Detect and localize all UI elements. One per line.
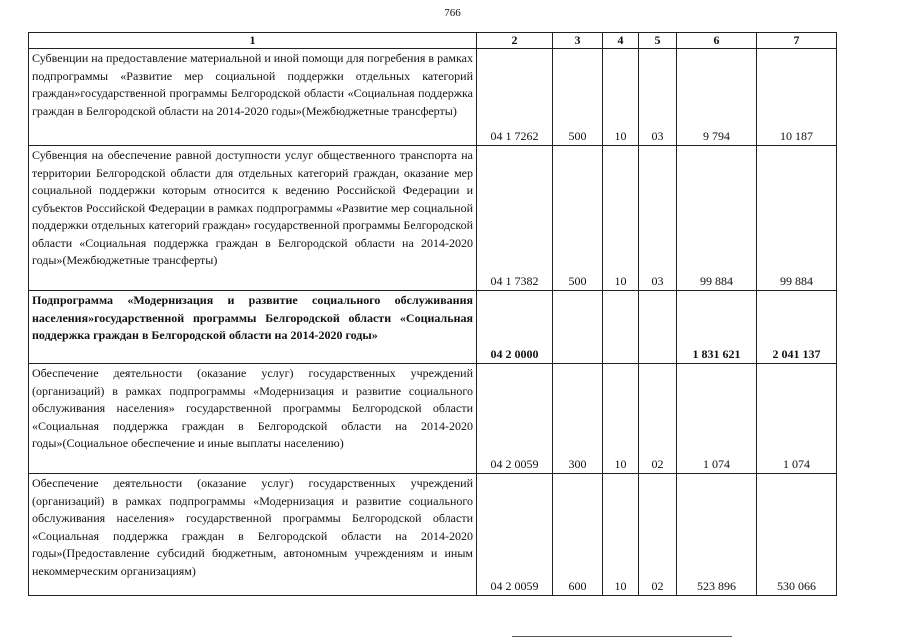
- header-col-7: 7: [757, 33, 837, 49]
- budget-table: [28, 32, 837, 596]
- row-sum-2: 10 187: [757, 49, 837, 146]
- row-name-text: Субвенции на предоставление материальной и иной помощи для погребения в рамках подпрограммы «Развитие мер социальной поддержки отдельных категорий граждан»государственной программы Белгородской области «Социальная поддержка граждан в Белгородской области на 2014-2020 годы»(Межбюджетные трансферты): [32, 51, 473, 118]
- row-name: [29, 49, 477, 146]
- row-rz: [603, 291, 639, 364]
- row-name: [29, 474, 477, 596]
- page-number: 766: [444, 7, 461, 19]
- table-row: [29, 291, 837, 364]
- header-col-6: 6: [677, 33, 757, 49]
- row-rz: 10: [603, 146, 639, 291]
- row-sum-1: 1 831 621: [677, 291, 757, 364]
- row-code: 04 2 0000: [477, 291, 553, 364]
- header-col-3: 3: [553, 33, 603, 49]
- row-rz: 10: [603, 364, 639, 474]
- row-pr: 03: [639, 146, 677, 291]
- row-name-text: Обеспечение деятельности (оказание услуг) государственных учреждений (организаций) в рамках подпрограммы «Модернизация и развитие социального обслуживания населения» государственной программы Белгородской области «Социальная поддержка граждан в Белгородской области на 2014-2020 годы»(Предоставление субсидий бюджетным, автономным учреждениям и иным некоммерческим организациям): [32, 476, 473, 578]
- table-row: [29, 146, 837, 291]
- row-rz: 10: [603, 49, 639, 146]
- row-name-text: Субвенция на обеспечение равной доступности услуг общественного транспорта на территории Белгородской области для отдельных категорий граждан, оказание мер социальной поддержки которым относится к ведению Российской Федерации и субъектов Российской Федерации в рамках подпрограммы «Развитие мер социальной поддержки отдельных категорий граждан» государственной программы Белгородской области «Социальная поддержка граждан в Белгородской области на 2014-2020 годы»(Межбюджетные трансферты): [32, 148, 473, 267]
- row-sum-2: 2 041 137: [757, 291, 837, 364]
- table-row: [29, 364, 837, 474]
- row-code: 04 1 7382: [477, 146, 553, 291]
- row-pr: [639, 291, 677, 364]
- row-name: [29, 291, 477, 364]
- row-sum-1: 523 896: [677, 474, 757, 596]
- row-rz: 10: [603, 474, 639, 596]
- footer-divider: [512, 636, 732, 637]
- header-col-5: 5: [639, 33, 677, 49]
- header-row: [29, 33, 837, 49]
- header-col-4: 4: [603, 33, 639, 49]
- row-name: [29, 364, 477, 474]
- table-row: [29, 49, 837, 146]
- row-sum-1: 1 074: [677, 364, 757, 474]
- row-code: 04 2 0059: [477, 474, 553, 596]
- row-name: [29, 146, 477, 291]
- row-sum-2: 99 884: [757, 146, 837, 291]
- row-name-text: Обеспечение деятельности (оказание услуг) государственных учреждений (организаций) в рамках подпрограммы «Модернизация и развитие социального обслуживания населения» государственной программы Белгородской области «Социальная поддержка граждан в Белгородской области на 2014-2020 годы»(Социальное обеспечение и иные выплаты населению): [32, 366, 473, 450]
- row-sum-2: 530 066: [757, 474, 837, 596]
- row-sum-1: 99 884: [677, 146, 757, 291]
- row-vr: 300: [553, 364, 603, 474]
- table-row: [29, 474, 837, 596]
- row-sum-2: 1 074: [757, 364, 837, 474]
- row-vr: [553, 291, 603, 364]
- row-sum-1: 9 794: [677, 49, 757, 146]
- row-vr: 500: [553, 49, 603, 146]
- row-vr: 500: [553, 146, 603, 291]
- header-col-1: 1: [29, 33, 477, 49]
- row-pr: 02: [639, 474, 677, 596]
- header-col-2: 2: [477, 33, 553, 49]
- row-pr: 02: [639, 364, 677, 474]
- row-name-text: Подпрограмма «Модернизация и развитие социального обслуживания населения»государственной программы Белгородской области «Социальная поддержка граждан в Белгородской области на 2014-2020 годы»: [32, 293, 473, 342]
- row-vr: 600: [553, 474, 603, 596]
- row-pr: 03: [639, 49, 677, 146]
- row-code: 04 1 7262: [477, 49, 553, 146]
- row-code: 04 2 0059: [477, 364, 553, 474]
